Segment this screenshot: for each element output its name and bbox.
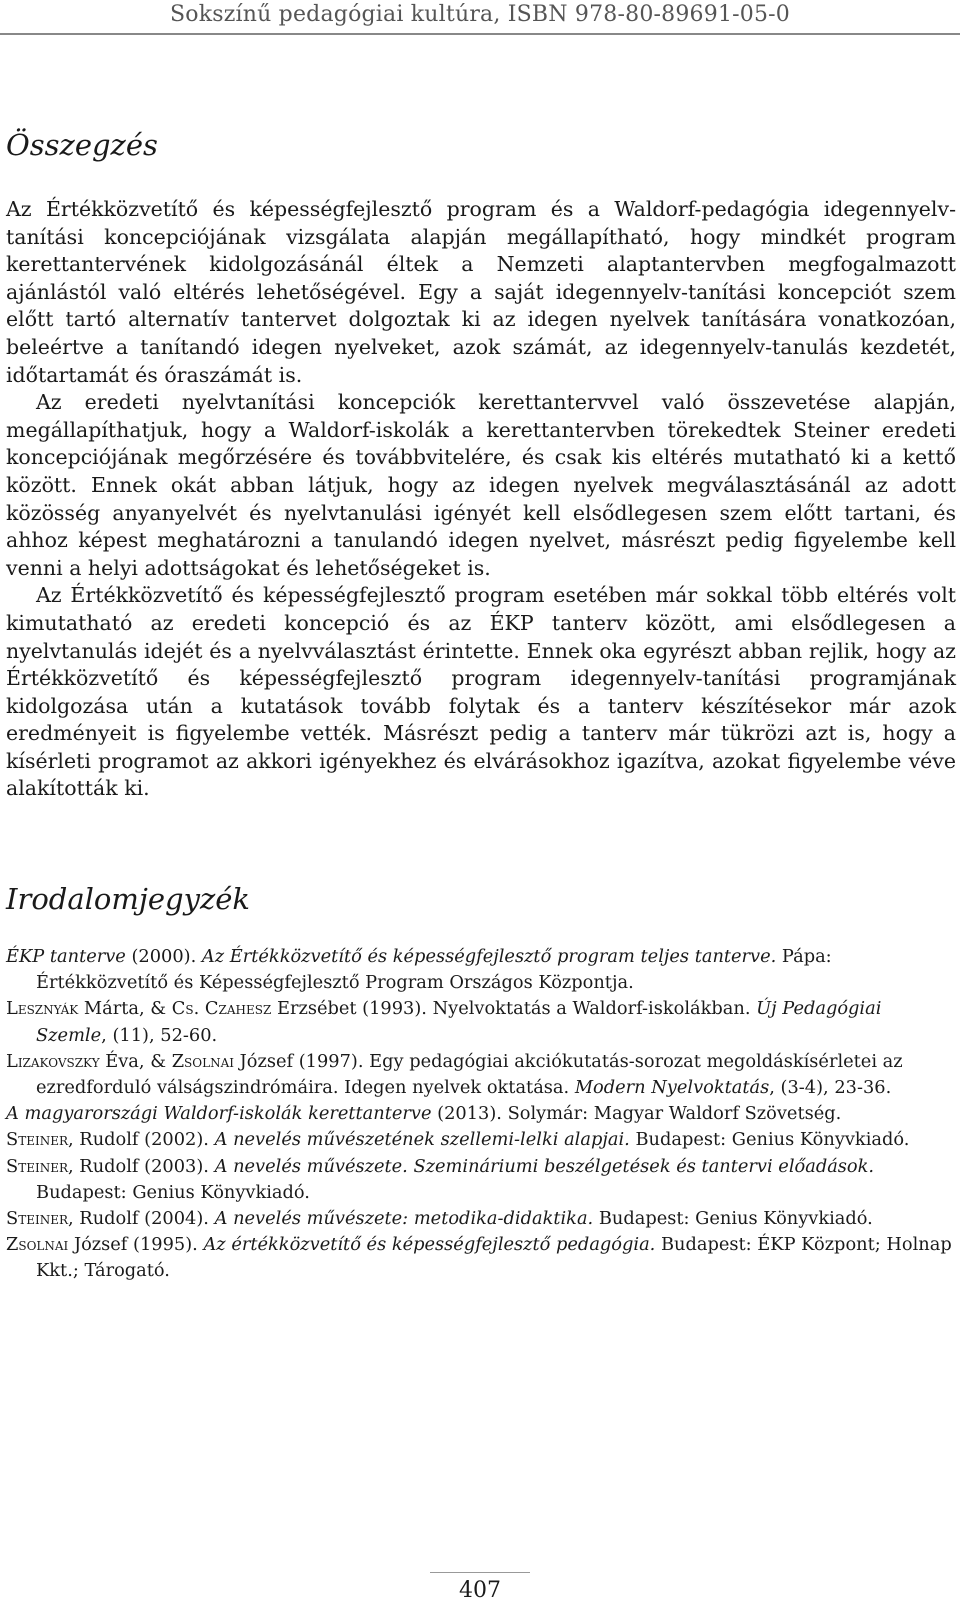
summary-heading: Összegzés [6, 128, 158, 162]
author-name: s [185, 998, 194, 1020]
page-number: 407 [459, 1578, 501, 1603]
reference-text: Erzsébet (1993). Nyelvoktatás a Waldorf-iskolákban. [271, 998, 757, 1020]
reference-text: , Rudolf (2003). [68, 1155, 215, 1177]
author-name: teiner [18, 1155, 68, 1177]
author-initial: S [6, 1208, 19, 1230]
reference-item [6, 1206, 956, 1232]
reference-list [6, 944, 956, 1285]
reference-title: Az Értékközvetítő és képességfejlesztő program teljes tanterve. [201, 946, 777, 967]
reference-text: Éva, & Z [99, 1050, 185, 1072]
reference-title: A magyarországi Waldorf-iskolák kerettanterve [6, 1103, 432, 1125]
reference-text: , Rudolf (2004). [68, 1208, 215, 1230]
reference-text: (2013). Solymár: Magyar Waldorf Szövetség. [431, 1103, 842, 1125]
header-rule [0, 33, 960, 35]
reference-journal: Új Pedagógiai Szemle [36, 998, 882, 1046]
reference-text: József (1995). [68, 1234, 204, 1256]
reference-item [6, 1154, 956, 1206]
references-heading: Irodalomjegyzék [6, 882, 250, 916]
author-name: solnai [18, 1234, 69, 1256]
summary-body [6, 196, 956, 803]
summary-paragraph-2: Az eredeti nyelvtanítási koncepciók kerettantervvel való összevetése alapján, megállapíthatjuk, hogy a Waldorf-iskolák a kerettantervben törekedtek Steiner eredeti koncepciójának megőrzésére és továbbvitelére, és csak kis eltérés mutatható ki a kettő között. Ennek okát abban látjuk, hogy az idegen nyelvek megválasztásánál az adott közösség anyanyelvét és nyelvtanulási igényét kell elsődlegesen szem előtt tartani, és ahhoz képest meghatározni a tanulandó idegen nyelvet, másrészt pedig figyelembe kell venni a helyi adottságokat és lehetőségeket is. [6, 390, 956, 580]
author-initial: S [6, 1129, 19, 1151]
author-name: esznyák [17, 998, 79, 1020]
author-initial: L [6, 1050, 18, 1072]
reference-text: , Rudolf (2002). [68, 1129, 215, 1151]
reference-text: Pápa: Értékközvetítő és Képességfejlesztő Program Országos Központja. [36, 946, 832, 994]
reference-text: , (11), 52-60. [101, 1024, 218, 1046]
author-name: solnai [184, 1050, 234, 1072]
reference-text: Budapest: Genius Könyvkiadó. [593, 1208, 873, 1230]
summary-paragraph-3: Az Értékközvetítő és képességfejlesztő program esetében már sokkal több eltérés volt kimutatható az eredeti koncepció és az ÉKP tanterv között, ami elsődlegesen a nyelvtanulás idejét és a nyelvválasztást érintette. Ennek oka egyrészt abban rejlik, hogy az Értékközvetítő és képességfejlesztő program idegennyelv-tanítási programjának kidolgozása után a kutatások tovább folytak és a tanterv készítésekor már azok eredményeit is figyelembe vették. Másrészt pedig a tanterv már tükrözi azt is, hogy a kísérleti programot az akkori igényekhez és elvárásokhoz igazítva, azokat figyelembe véve alakították ki. [6, 583, 956, 801]
author-initial: S [6, 1155, 19, 1177]
reference-item [6, 1232, 956, 1284]
author-name: zahesz [218, 998, 272, 1020]
reference-text: (2000). [125, 946, 202, 967]
reference-item [6, 1101, 956, 1127]
reference-title: A nevelés művészete: metodika-didaktika. [214, 1208, 594, 1230]
running-header: Sokszínű pedagógiai kultúra, ISBN 978-80-89691-05-0 [169, 2, 791, 27]
reference-item [6, 1127, 956, 1153]
reference-text: , (3-4), 23-36. [769, 1077, 892, 1099]
author-initial: L [6, 998, 18, 1020]
author-initial: Z [6, 1234, 19, 1256]
reference-text: Márta, & C [78, 998, 186, 1020]
reference-title: Az értékközvetítő és képességfejlesztő pedagógia. [203, 1234, 656, 1256]
reference-item [6, 1049, 956, 1101]
author-name: izakovszky [17, 1050, 100, 1072]
reference-text: . C [193, 998, 219, 1020]
footer-rule [430, 1572, 530, 1573]
author-name: teiner [18, 1208, 68, 1230]
summary-paragraph-1: Az Értékközvetítő és képességfejlesztő program és a Waldorf-pedagógia idegennyelv-tanítási koncepciójának vizsgálata alapján megállapítható, hogy mindkét program kerettantervének kidolgozásánál éltek a Nemzeti alaptantervben megfogalmazott ajánlástól való eltérés lehetőségével. Egy a saját idegennyelv-tanítási koncepciót szem előtt tartó alternatív tantervet dolgoztak ki az idegen nyelvek tanítására vonatkozóan, beleértve a tanítandó idegen nyelveket, azok számát, az idegennyelv-tanulás kezdetét, időtartamát és óraszámát is. [6, 197, 956, 387]
reference-journal: Modern Nyelvoktatás [574, 1077, 770, 1099]
reference-title: A nevelés művészetének szellemi-lelki alapjai. [214, 1129, 630, 1151]
reference-item [6, 944, 956, 996]
reference-text: Budapest: Genius Könyvkiadó. [629, 1129, 910, 1151]
reference-text: József (1997). Egy pedagógiai akciókutatás-sorozat megoldáskísérletei az ezredforduló válságszindrómáira. Idegen nyelvek oktatása. [36, 1050, 903, 1099]
reference-title: A nevelés művészete. Szemináriumi beszélgetések és tantervi előadások. [214, 1155, 875, 1177]
reference-text: Budapest: ÉKP Központ; Holnap Kkt.; Tárogató. [36, 1234, 952, 1282]
reference-title: ÉKP tanterve [6, 946, 126, 967]
reference-item [6, 996, 956, 1048]
author-name: teiner [18, 1129, 68, 1151]
reference-text: Budapest: Genius Könyvkiadó. [36, 1181, 310, 1203]
